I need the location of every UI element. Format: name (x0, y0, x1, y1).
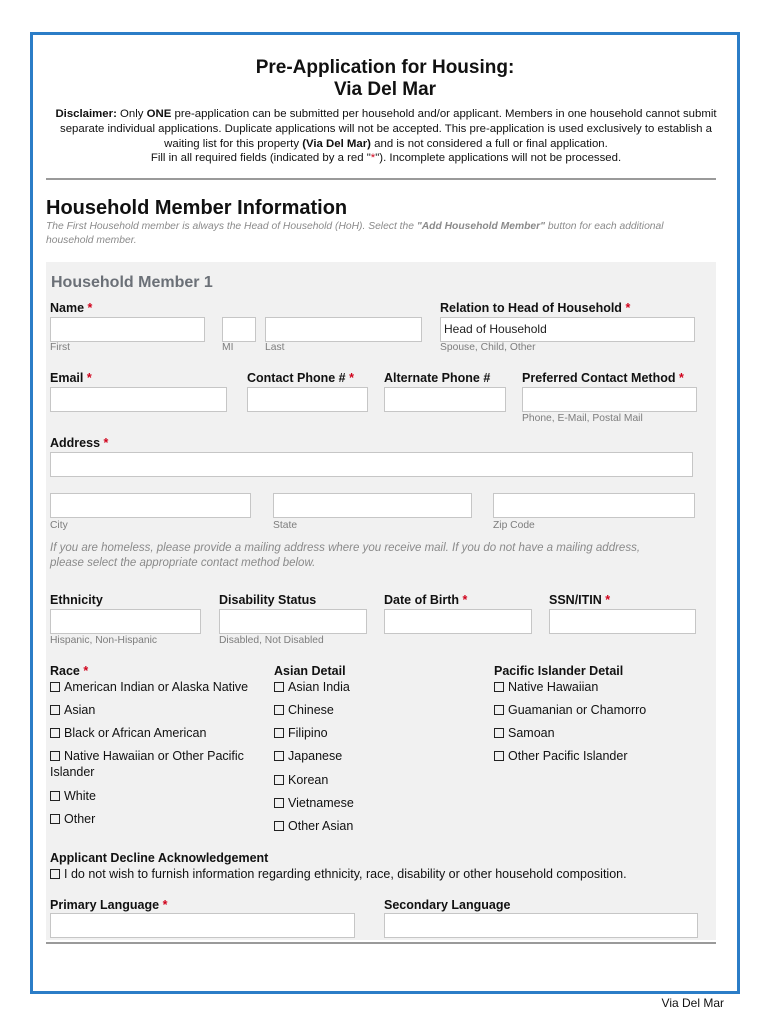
checkbox[interactable] (494, 705, 504, 715)
last-name-input[interactable] (265, 317, 422, 342)
checkbox[interactable] (274, 705, 284, 715)
checkbox[interactable] (50, 728, 60, 738)
race-option[interactable]: Native Hawaiian or Other Pacific Islander (50, 749, 244, 779)
checkbox[interactable] (274, 798, 284, 808)
checkbox[interactable] (494, 728, 504, 738)
asian-option[interactable]: Other Asian (274, 818, 353, 834)
mi-hint: MI (222, 342, 234, 353)
first-name-hint: First (50, 342, 71, 353)
first-name-input[interactable] (50, 317, 205, 342)
pacific-option[interactable]: Guamanian or Chamorro (494, 702, 646, 718)
asian-option[interactable]: Korean (274, 772, 328, 788)
checkbox[interactable] (50, 751, 60, 761)
race-option[interactable]: Other (50, 811, 95, 827)
city-input[interactable] (50, 493, 251, 518)
primary-language-input[interactable] (50, 913, 355, 938)
checkbox[interactable] (274, 682, 284, 692)
relation-label: Relation to Head of Household * (440, 301, 631, 315)
checkbox[interactable] (274, 775, 284, 785)
asian-option[interactable]: Chinese (274, 702, 334, 718)
checkbox[interactable] (50, 705, 60, 715)
checkbox[interactable] (50, 814, 60, 824)
contact-phone-input[interactable] (247, 387, 368, 412)
checkbox[interactable] (274, 751, 284, 761)
checkbox[interactable] (494, 751, 504, 761)
race-option[interactable]: Black or African American (50, 725, 206, 741)
disability-hint: Disabled, Not Disabled (219, 635, 324, 646)
disability-input[interactable] (219, 609, 367, 634)
alternate-phone-label: Alternate Phone # (384, 371, 491, 385)
ssn-input[interactable] (549, 609, 696, 634)
email-label: Email * (50, 371, 92, 385)
pacific-option[interactable]: Other Pacific Islander (494, 748, 628, 764)
contact-phone-label: Contact Phone # * (247, 371, 354, 385)
pacific-option[interactable]: Native Hawaiian (494, 679, 598, 695)
address-label: Address * (50, 436, 109, 450)
email-input[interactable] (50, 387, 227, 412)
homeless-note: If you are homeless, please provide a mailing address where you receive mail. If you do not have a mailing address, please select the appropriate contact method below. (50, 542, 641, 569)
last-name-hint: Last (265, 342, 285, 353)
household-member-panel (46, 262, 716, 940)
city-hint: City (50, 520, 68, 531)
asian-option[interactable]: Filipino (274, 725, 328, 741)
footer-text: Via Del Mar (661, 996, 724, 1010)
contact-method-label: Preferred Contact Method * (522, 371, 684, 385)
secondary-language-input[interactable] (384, 913, 698, 938)
zip-code-hint: Zip Code (493, 520, 535, 531)
member-title: Household Member 1 (51, 274, 213, 291)
checkbox[interactable] (50, 869, 60, 879)
pacific-option[interactable]: Samoan (494, 725, 555, 741)
street-address-input[interactable] (50, 452, 693, 477)
asian-detail-label: Asian Detail (274, 664, 346, 678)
divider (46, 942, 716, 944)
disability-label: Disability Status (219, 593, 317, 607)
race-option[interactable]: American Indian or Alaska Native (50, 679, 248, 695)
page-title: Pre-Application for Housing: Via Del Mar (255, 57, 515, 100)
asian-option[interactable]: Japanese (274, 748, 342, 764)
contact-method-input[interactable] (522, 387, 697, 412)
checkbox[interactable] (274, 821, 284, 831)
middle-initial-input[interactable] (222, 317, 256, 342)
section-description: The First Household member is always the Head of Household (HoH). Select the "Add Household Member" button for each additional household member. (46, 221, 664, 246)
decline-option[interactable]: I do not wish to furnish information regarding ethnicity, race, disability or other household composition. (50, 866, 627, 882)
race-option[interactable]: Asian (50, 702, 95, 718)
checkbox[interactable] (274, 728, 284, 738)
name-label: Name * (50, 301, 93, 315)
ethnicity-input[interactable] (50, 609, 201, 634)
race-label: Race * (50, 664, 89, 678)
state-input[interactable] (273, 493, 472, 518)
contact-method-hint: Phone, E-Mail, Postal Mail (522, 413, 643, 424)
dob-input[interactable] (384, 609, 532, 634)
alternate-phone-input[interactable] (384, 387, 506, 412)
asian-option[interactable]: Vietnamese (274, 795, 354, 811)
checkbox[interactable] (50, 682, 60, 692)
ethnicity-label: Ethnicity (50, 593, 103, 607)
pacific-detail-label: Pacific Islander Detail (494, 664, 624, 678)
dob-label: Date of Birth * (384, 593, 468, 607)
checkbox[interactable] (50, 791, 60, 801)
divider (46, 178, 716, 180)
asian-option[interactable]: Asian India (274, 679, 350, 695)
secondary-language-label: Secondary Language (384, 898, 511, 912)
relation-input[interactable]: Head of Household (440, 317, 695, 342)
section-title: Household Member Information (46, 197, 348, 219)
disclaimer: Disclaimer: Only ONE pre-application can be submitted per household and/or applicant. Members in one household cannot submit separate individual applications. Duplicate applications will not be accepted. This pre-application is used exclusively to establish a waiting list for this property (Via Del Mar) and is not considered a full or final application. Fill in all required fields (indicated by a red "*"). Incomplete applications will not be processed. (55, 108, 717, 165)
ethnicity-hint: Hispanic, Non-Hispanic (50, 635, 158, 646)
ssn-label: SSN/ITIN * (549, 593, 611, 607)
state-hint: State (273, 520, 298, 531)
primary-language-label: Primary Language * (50, 898, 168, 912)
zip-code-input[interactable] (493, 493, 695, 518)
checkbox[interactable] (494, 682, 504, 692)
relation-hint: Spouse, Child, Other (440, 342, 536, 353)
race-option[interactable]: White (50, 788, 96, 804)
decline-label: Applicant Decline Acknowledgement (50, 851, 269, 865)
